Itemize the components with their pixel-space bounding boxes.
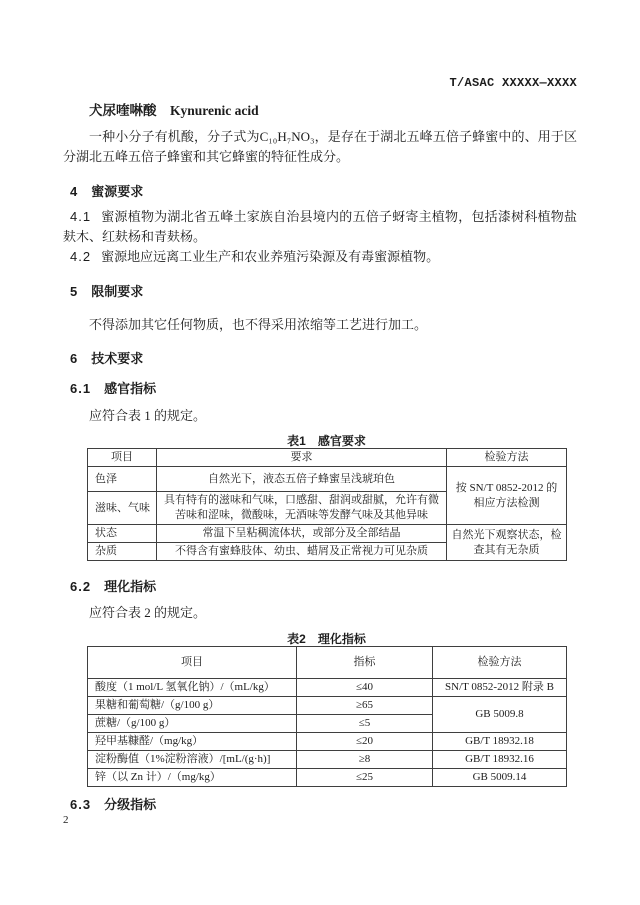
page-number: 2 [63,814,69,826]
cell-value: ≤5 [297,715,433,733]
cell-value: ≤40 [297,679,433,697]
section-title: 蜜源要求 [91,184,144,199]
section-number: 4 [70,184,79,199]
cell-method: SN/T 0852-2012 附录 B [433,679,567,697]
cell-item: 蔗糖/（g/100 g） [88,715,297,733]
section-title: 分级指标 [104,797,157,812]
section-title: 限制要求 [91,284,144,299]
section-title: 感官指标 [104,381,157,396]
table-row [88,751,567,769]
table-1-caption: 表1 感官要求 [287,434,366,448]
cell-item: 果糖和葡萄糖/（g/100 g） [88,697,297,715]
section-heading-5 [63,285,577,299]
table-2-caption: 表2 理化指标 [287,632,366,646]
clause-4-2 [63,247,577,267]
header-cell-requirement: 要求 [157,449,447,467]
physicochemical-indicators-table [87,646,567,787]
cell-value: ≥8 [297,751,433,769]
section-heading-4 [63,185,577,199]
section-title: 理化指标 [104,579,157,594]
cell-requirement: 具有特有的滋味和气味，口感甜、甜润或甜腻，允许有微苦味和涩味，微酸味，无酒味等发酵气味及其他异味 [157,492,447,525]
clause-text: 蜜源地应远离工业生产和农业养殖污染源及有毒蜜源植物。 [101,249,440,264]
header-cell-item: 项目 [88,647,297,679]
cell-item: 锌（以 Zn 计）/（mg/kg） [88,769,297,787]
section-5-body: 不得添加其它任何物质，也不得采用浓缩等工艺进行加工。 [89,317,428,332]
cell-item: 状态 [88,525,157,543]
cell-item: 滋味、气味 [88,492,157,525]
section-6-1-body: 应符合表 1 的规定。 [89,408,207,423]
table-row [88,525,567,543]
cell-value: ≤25 [297,769,433,787]
table-row [88,467,567,492]
clause-number: 4.1 [70,209,92,224]
table-row [88,733,567,751]
cell-item: 淀粉酶值（1%淀粉溶液）/[mL/(g·h)] [88,751,297,769]
header-cell-value: 指标 [297,647,433,679]
cell-requirement: 不得含有蜜蜂肢体、幼虫、蜡屑及正常视力可见杂质 [157,543,447,561]
cell-item: 羟甲基糠醛/（mg/kg） [88,733,297,751]
cell-item: 色泽 [88,467,157,492]
section-heading-6-3 [63,798,577,812]
table-row [88,679,567,697]
cell-method: GB/T 18932.16 [433,751,567,769]
clause-4-1 [63,207,577,247]
table-header-row [88,647,567,679]
cell-value: ≥65 [297,697,433,715]
cell-item: 杂质 [88,543,157,561]
cell-method-merged: 按 SN/T 0852-2012 的相应方法检测 [447,467,567,525]
cell-requirement: 常温下呈粘稠流体状，或部分及全部结晶 [157,525,447,543]
section-number: 6.1 [70,381,92,396]
section-6-2-body: 应符合表 2 的规定。 [89,605,207,620]
cell-requirement: 自然光下，液态五倍子蜂蜜呈浅琥珀色 [157,467,447,492]
section-heading-6-1 [63,382,577,396]
clause-number: 4.2 [70,249,92,264]
term-heading: 犬尿喹啉酸 Kynurenic acid [89,103,259,118]
header-cell-method: 检验方法 [433,647,567,679]
cell-method-merged: 自然光下观察状态，检查其有无杂质 [447,525,567,561]
section-number: 6.2 [70,579,92,594]
table-header-row [88,449,567,467]
header-cell-item: 项目 [88,449,157,467]
cell-item: 酸度（1 mol/L 氢氧化钠）/（mL/kg） [88,679,297,697]
sensory-requirements-table [87,448,567,561]
cell-method: GB/T 18932.18 [433,733,567,751]
table-row [88,697,567,715]
header-cell-method: 检验方法 [447,449,567,467]
section-number: 5 [70,284,79,299]
clause-text: 蜜源植物为湖北省五峰土家族自治县境内的五倍子蚜寄主植物，包括漆树科植物盐麸木、红麸杨和青麸杨。 [63,209,577,244]
table-row [88,769,567,787]
cell-method: GB 5009.14 [433,769,567,787]
cell-value: ≤20 [297,733,433,751]
doc-code: T/ASAC XXXXX—XXXX [449,76,577,90]
section-number: 6.3 [70,797,92,812]
section-heading-6 [63,352,577,366]
term-definition: 一种小分子有机酸，分子式为C₁₀H₇NO₃，是存在于湖北五峰五倍子蜂蜜中的、用于区分湖北五峰五倍子蜂蜜和其它蜂蜜的特征性成分。 [63,129,577,164]
section-heading-6-2 [63,580,577,594]
section-number: 6 [70,351,79,366]
section-title: 技术要求 [91,351,144,366]
cell-method-merged: GB 5009.8 [433,697,567,733]
